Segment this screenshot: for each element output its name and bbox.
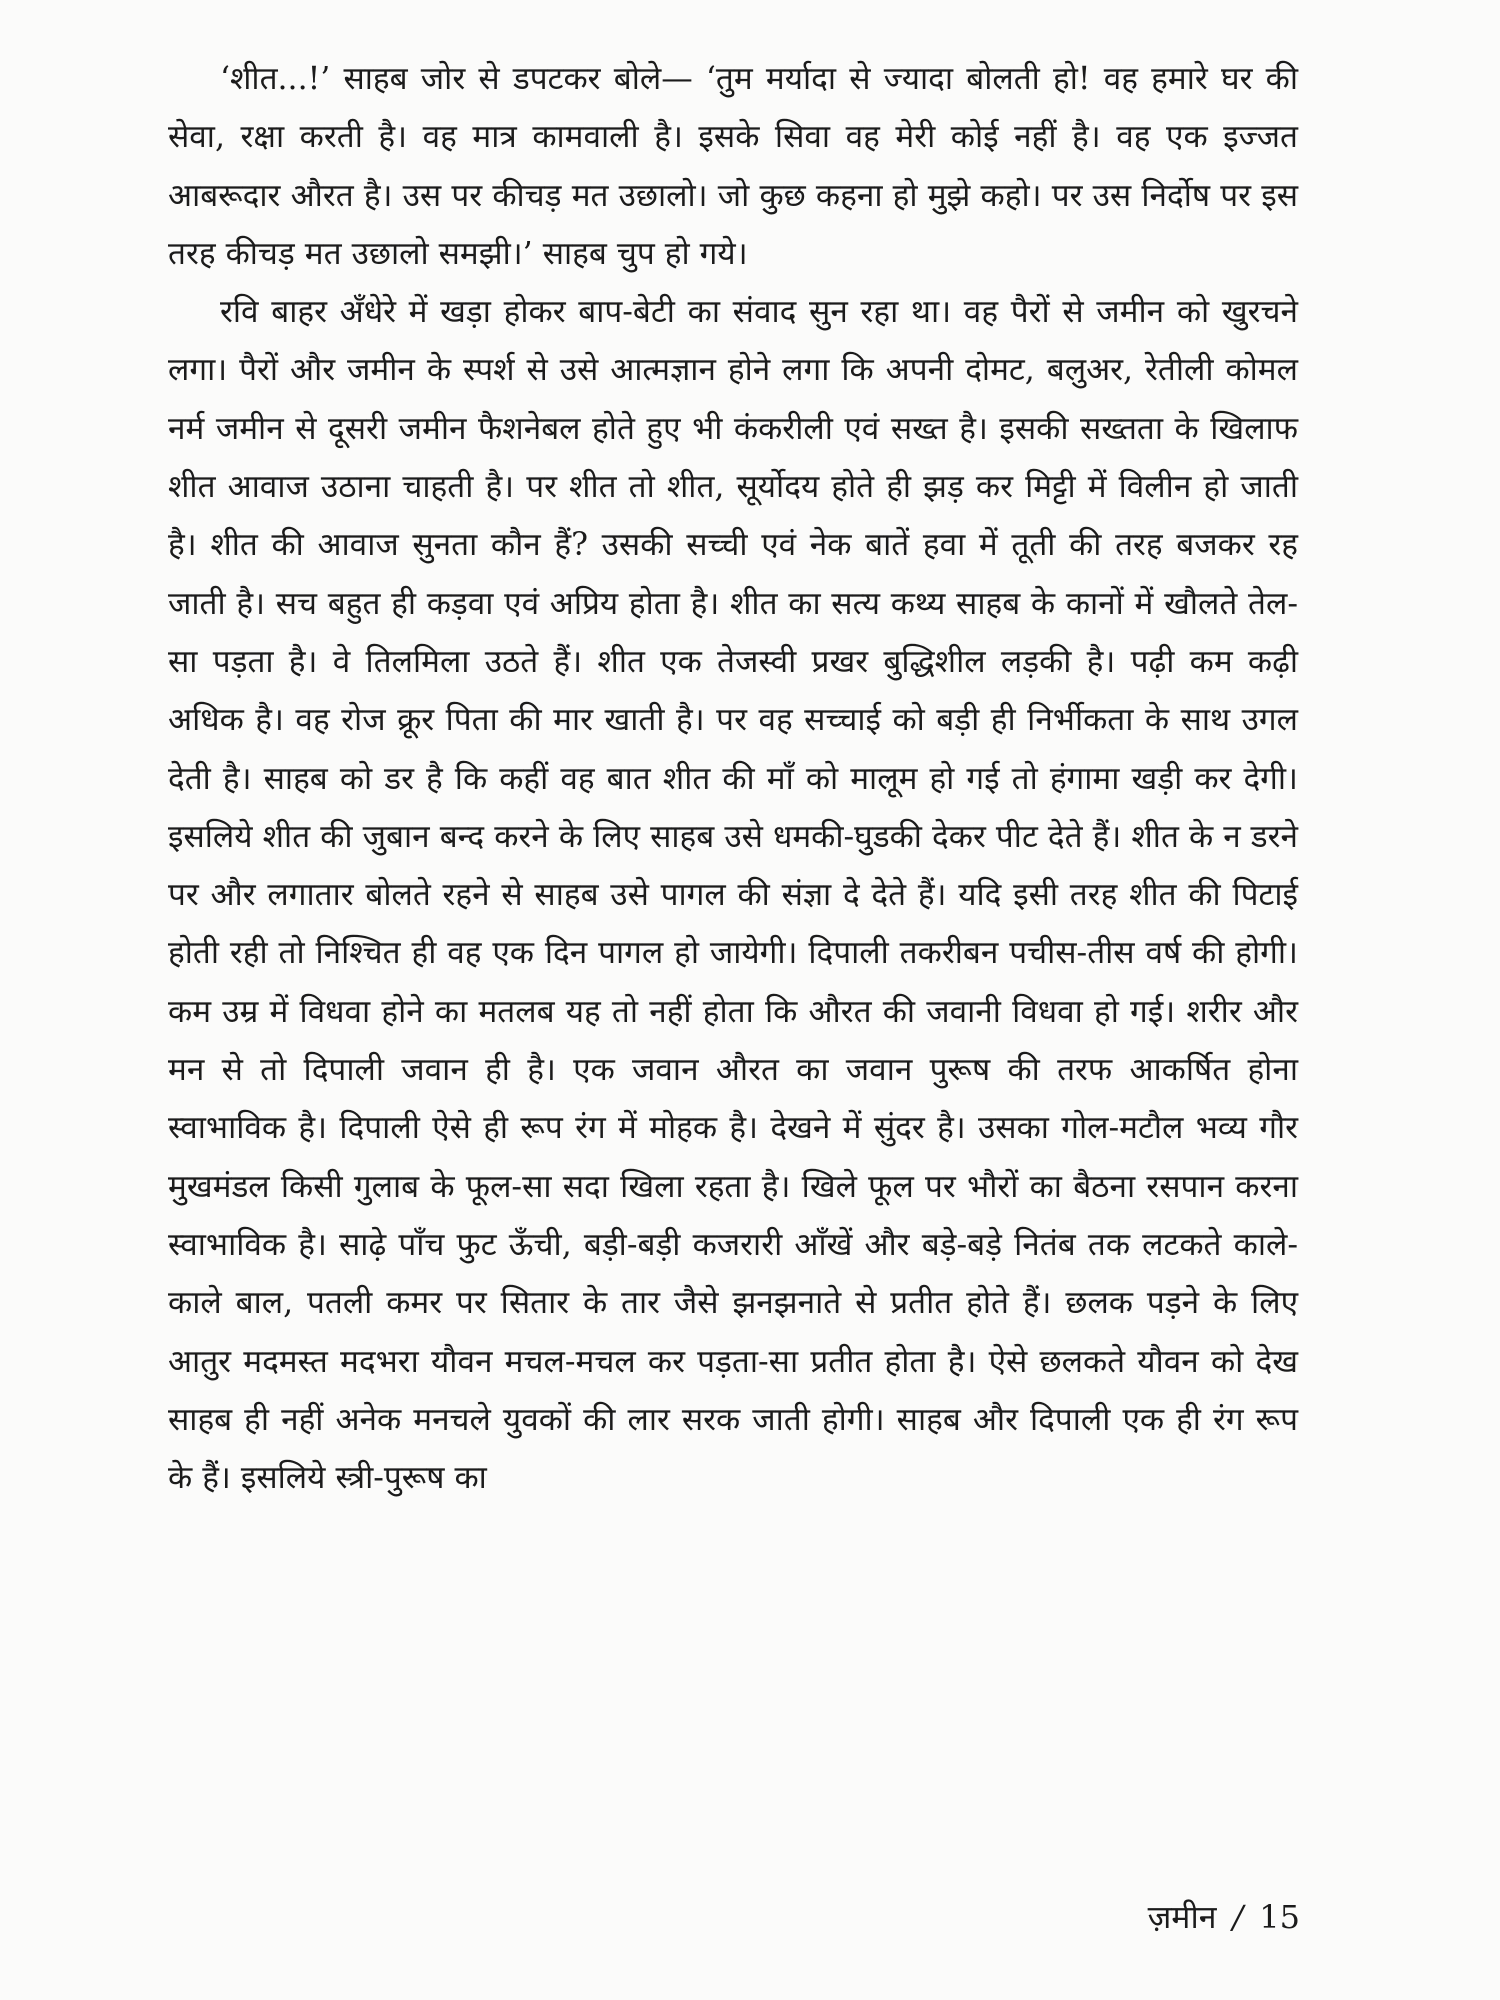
body-text	[168, 50, 1298, 1507]
paragraph-2: रवि बाहर अँधेरे में खड़ा होकर बाप-बेटी का संवाद सुन रहा था। वह पैरों से जमीन को खुरचने लगा। पैरों और जमीन के स्पर्श से उसे आत्मज्ञान होने लगा कि अपनी दोमट, बलुअर, रेतीली कोमल नर्म जमीन से दूसरी जमीन फैशनेबल होते हुए भी कंकरीली एवं सख्त है। इसकी सख्तता के खिलाफ शीत आवाज उठाना चाहती है। पर शीत तो शीत, सूर्योदय होते ही झड़ कर मिट्टी में विलीन हो जाती है। शीत की आवाज सुनता कौन हैं? उसकी सच्ची एवं नेक बातें हवा में तूती की तरह बजकर रह जाती है। सच बहुत ही कड़वा एवं अप्रिय होता है। शीत का सत्य कथ्य साहब के कानों में खौलते तेल-सा पड़ता है। वे तिलमिला उठते हैं। शीत एक तेजस्वी प्रखर बुद्धिशील लड़की है। पढ़ी कम कढ़ी अधिक है। वह रोज क्रूर पिता की मार खाती है। पर वह सच्चाई को बड़ी ही निर्भीकता के साथ उगल देती है। साहब को डर है कि कहीं वह बात शीत की माँ को मालूम हो गई तो हंगामा खड़ी कर देगी। इसलिये शीत की जुबान बन्द करने के लिए साहब उसे धमकी-घुडकी देकर पीट देते हैं। शीत के न डरने पर और लगातार बोलते रहने से साहब उसे पागल की संज्ञा दे देते हैं। यदि इसी तरह शीत की पिटाई होती रही तो निश्चित ही वह एक दिन पागल हो जायेगी। दिपाली तकरीबन पचीस-तीस वर्ष की होगी। कम उम्र में विधवा होने का मतलब यह तो नहीं होता कि औरत की जवानी विधवा हो गई। शरीर और मन से तो दिपाली जवान ही है। एक जवान औरत का जवान पुरूष की तरफ आकर्षित होना स्वाभाविक है। दिपाली ऐसे ही रूप रंग में मोहक है। देखने में सुंदर है। उसका गोल-मटौल भव्य गौर मुखमंडल किसी गुलाब के फूल-सा सदा खिला रहता है। खिले फूल पर भौरों का बैठना रसपान करना स्वाभाविक है। साढ़े पाँच फुट ऊँची, बड़ी-बड़ी कजरारी आँखें और बड़े-बड़े नितंब तक लटकते काले-काले बाल, पतली कमर पर सितार के तार जैसे झनझनाते से प्रतीत होते हैं। छलक पड़ने के लिए आतुर मदमस्त मदभरा यौवन मचल-मचल कर पड़ता-सा प्रतीत होता है। ऐसे छलकते यौवन को देख साहब ही नहीं अनेक मनचले युवकों की लार सरक जाती होगी। साहब और दिपाली एक ही रंग रूप के हैं। इसलिये स्त्री-पुरूष का	[168, 294, 1298, 1497]
page-footer	[1148, 1895, 1300, 1938]
footer-separator: /	[1232, 1898, 1244, 1936]
paragraph-1: ‘शीत...!’ साहब जोर से डपटकर बोले— ‘तुम मर्यादा से ज्यादा बोलती हो! वह हमारे घर की सेवा, रक्षा करती है। वह मात्र कामवाली है। इसके सिवा वह मेरी कोई नहीं है। वह एक इज्जत आबरूदार औरत है। उस पर कीचड़ मत उछालो। जो कुछ कहना हो मुझे कहो। पर उस निर्दोष पर इस तरह कीचड़ मत उछालो समझी।’ साहब चुप हो गये।	[168, 61, 1298, 272]
page-number: 15	[1259, 1898, 1300, 1936]
running-title: ज़मीन	[1147, 1898, 1217, 1936]
